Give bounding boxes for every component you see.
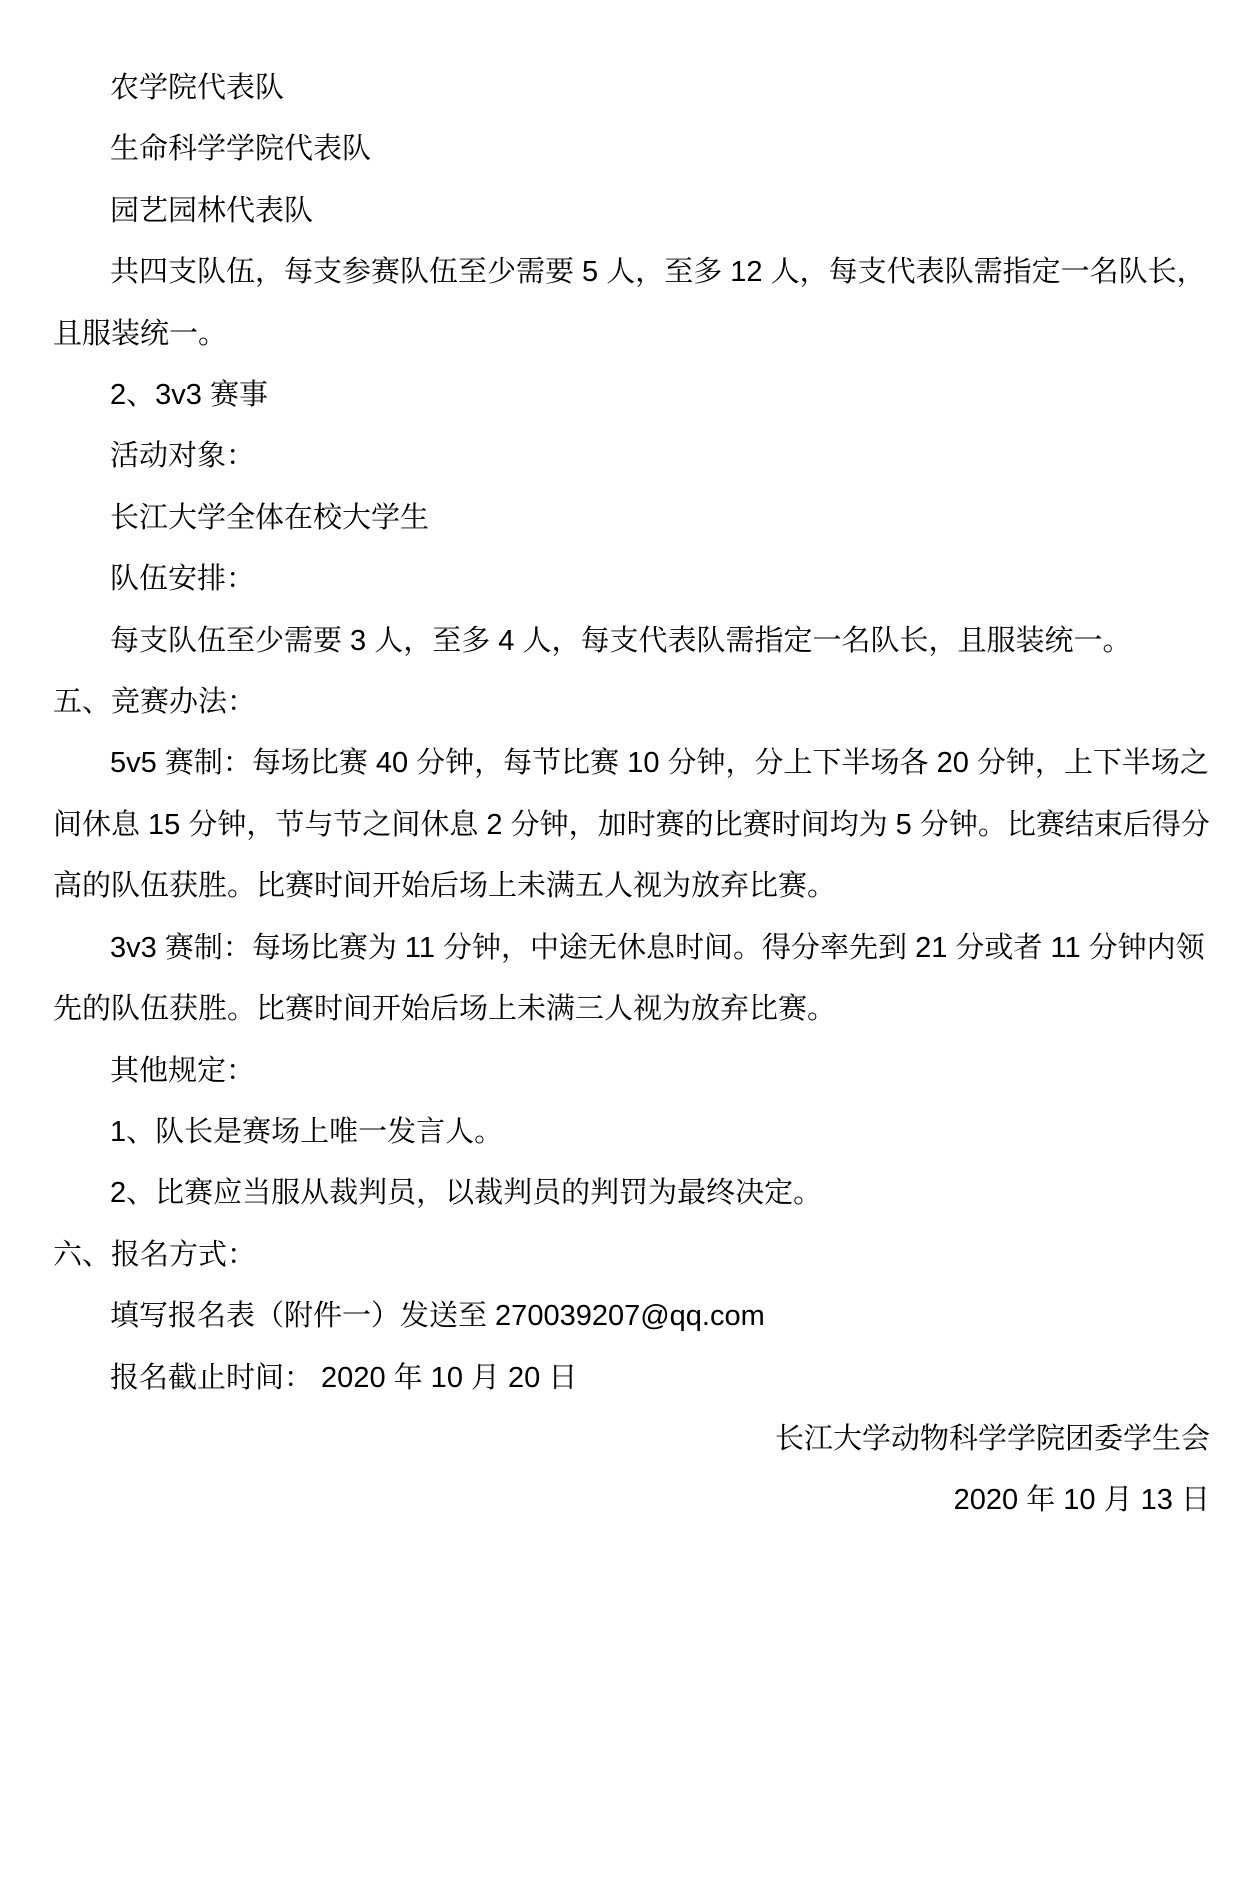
signature-organization: 长江大学动物科学学院团委学生会	[774, 1422, 1210, 1455]
paragraph-5v5-rule-line2: 间休息 15 分钟，节与节之间休息 2 分钟，加时赛的比赛时间均为 5 分钟。比赛结束后得分	[53, 808, 1210, 841]
other-rule-item-2: 2、比赛应当服从裁判员，以裁判员的判罚为最终决定。	[110, 1177, 823, 1210]
signup-email-line: 填写报名表（附件一）发送至 270039207@qq.com	[110, 1300, 765, 1333]
subsection-heading-3v3: 2、3v3 赛事	[110, 379, 268, 412]
section-heading-5-rules: 五、竞赛办法：	[53, 686, 257, 719]
signup-deadline-line: 报名截止时间： 2020 年 10 月 20 日	[110, 1361, 578, 1394]
label-team-arrangement: 队伍安排：	[110, 563, 256, 596]
text-team-arrangement: 每支队伍至少需要 3 人，至多 4 人，每支代表队需指定一名队长，且服装统一。	[110, 624, 1132, 657]
paragraph-5v5-rule-line3: 高的队伍获胜。比赛时间开始后场上未满五人视为放弃比赛。	[53, 870, 837, 903]
paragraph-3v3-rule-line2: 先的队伍获胜。比赛时间开始后场上未满三人视为放弃比赛。	[53, 993, 837, 1026]
paragraph-team-count-line2: 且服装统一。	[53, 317, 228, 350]
signature-date: 2020 年 10 月 13 日	[953, 1484, 1210, 1517]
section-heading-6-signup: 六、报名方式：	[53, 1238, 257, 1271]
label-other-rules: 其他规定：	[110, 1054, 256, 1087]
team-list-item-life-science: 生命科学学院代表队	[110, 133, 372, 166]
text-activity-target: 长江大学全体在校大学生	[110, 501, 430, 534]
paragraph-team-count-line1: 共四支队伍，每支参赛队伍至少需要 5 人，至多 12 人，每支代表队需指定一名队长，	[110, 256, 1206, 289]
team-list-item-agriculture: 农学院代表队	[110, 72, 285, 104]
paragraph-3v3-rule-line1: 3v3 赛制：每场比赛为 11 分钟，中途无休息时间。得分率先到 21 分或者 11 分钟内领	[110, 931, 1205, 964]
other-rule-item-1: 1、队长是赛场上唯一发言人。	[110, 1115, 504, 1148]
label-activity-target: 活动对象：	[110, 440, 256, 473]
paragraph-5v5-rule-line1: 5v5 赛制：每场比赛 40 分钟，每节比赛 10 分钟，分上下半场各 20 分钟，上下半场之	[110, 747, 1209, 780]
team-list-item-horticulture: 园艺园林代表队	[110, 194, 314, 227]
